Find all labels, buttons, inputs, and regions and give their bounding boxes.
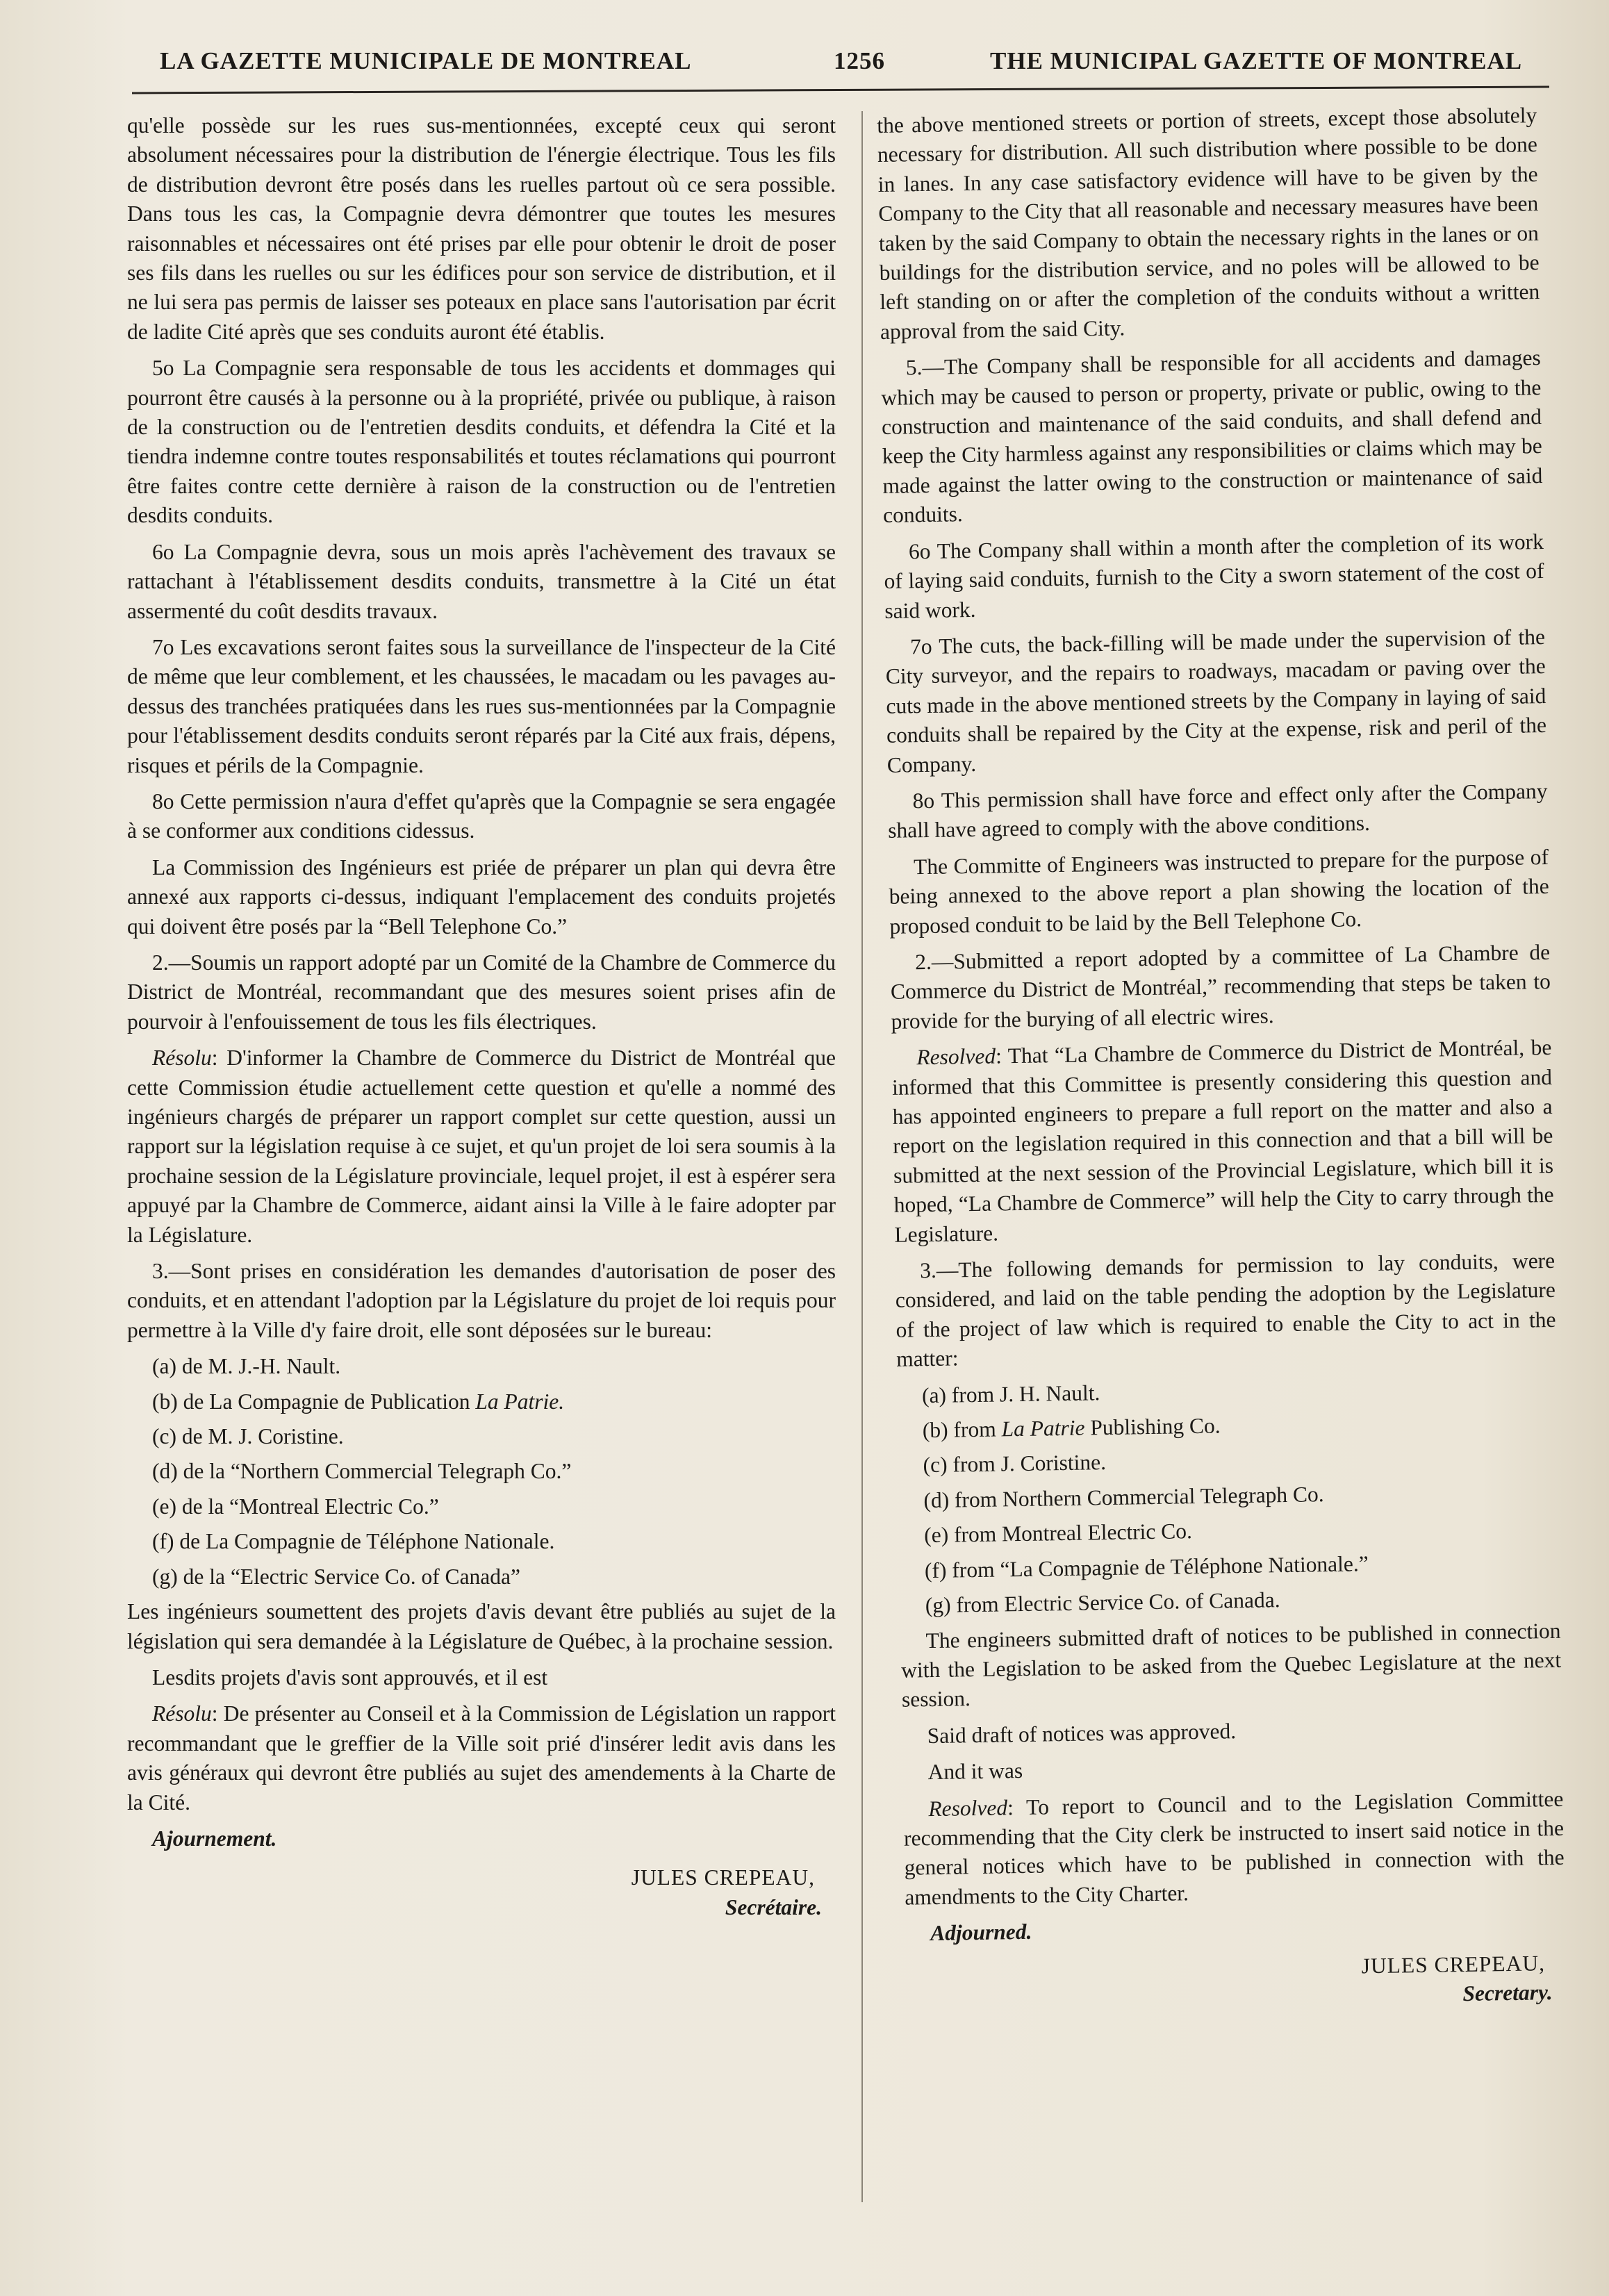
en-paragraph-11: Said draft of notices was approved. [927,1718,1237,1748]
en-paragraph-9: 3.—The following demands for permission to lay conduits, were considered, and laid on the table pending the adoption by the Legislature of the project of law which is required to enable the City to act in the matter: [895,1248,1556,1372]
fr-list-item-g: (g) de la “Electric Service Co. of Canada” [152,1564,520,1589]
fr-paragraph-3: 6o La Compagnie devra, sous un mois après l'achèvement des travaux se rattachant à l'établissement desdits conduits, transmettre à la Cité un état assermenté du coût desdits travaux. [127,539,836,623]
fr-signature-title: Secrétaire. [725,1894,822,1919]
page-number: 1256 [834,47,885,74]
en-list-item-f: (f) from “La Compagnie de Téléphone Nationale.” [924,1551,1369,1583]
en-list-item-b [898,1406,1558,1446]
en-list-item-a: (a) from J. H. Nault. [921,1380,1100,1407]
en-resolved-label-1: Resolved [916,1043,996,1070]
fr-list-item-d: (d) de la “Northern Commercial Telegraph Co.” [152,1459,572,1484]
fr-adjournment: Ajournement. [152,1826,277,1851]
column-divider [861,111,863,2202]
en-list-item-c: (c) from J. Coristine. [923,1450,1107,1478]
header-english-title: THE MUNICIPAL GAZETTE OF MONTREAL [990,47,1523,74]
french-column [127,111,836,1922]
en-paragraph-2: 5.—The Company shall be responsible for all accidents and damages which may be caused to person or property, private or public, owing to the construction and maintenance of the said conduits, and shall defend and keep the City harmless against any responsibilities or claims which may be made against the latter owing to the construction or maintenance of said conduits. [881,345,1543,528]
en-paragraph-3: 6o The Company shall within a month after the completion of its work of laying said conduits, furnish to the City a sworn statement of the cost of said work. [884,529,1544,623]
en-paragraph-4: 7o The cuts, the back-filling will be made under the supervision of the City surveyor, and the repairs to roadways, macadam or paving over the cuts made in the above mentioned streets by the Company in laying of said conduits shall be repaired by the City at the expense, risk and peril of the Company. [885,624,1547,777]
fr-paragraph-11: Lesdits projets d'avis sont approuvés, et il est [152,1665,548,1690]
header-rule [132,86,1549,94]
header-french-title: LA GAZETTE MUNICIPALE DE MONTREAL [160,47,692,74]
en-paragraph-13 [903,1784,1565,1913]
en-item-b-post: Publishing Co. [1084,1413,1221,1440]
fr-paragraph-7: 2.—Soumis un rapport adopté par un Comité de la Chambre de Commerce du District de Montréal, recommandant que des mesures soient prises afin de pourvoir à l'enfouissement de tous les fils électriques. [127,950,836,1034]
fr-list-item-e: (e) de la “Montreal Electric Co.” [152,1494,439,1519]
en-paragraph-1: the above mentioned streets or portion of streets, except those absolutely necessary for distribution. All such distribution where possible to be done in lanes. In any case satisfactory evidence will have to be given by the Company to the City that all reasonable and necessary measures have been taken by the said Company to obtain the necessary rights in the lanes or on buildings for the distribution service, and no poles will be allowed to be left standing on or after the completion of the conduits without a written approval from the said City. [877,103,1540,344]
fr-item-b-italic: La Patrie. [475,1389,565,1414]
fr-resolution-2: : De présenter au Conseil et à la Commission de Législation un rapport recommandant que le greffier de la Ville soit prié d'insérer ledit avis dans les avis généraux qui devront être publiés au sujet des amendements à la Charte de la Cité. [127,1701,836,1815]
en-list-item-g: (g) from Electric Service Co. of Canada. [925,1587,1280,1618]
en-resolution-1: : That “La Chambre de Commerce du District de Montréal, be informed that this Committee is presently considering this question and has appointed engineers to prepare a full report on the matter and also a report on the legislation required in this connection and that a bill will be submitted at the next session of the Provincial Legislature, which bill it is hoped, “La Chambre de Commerce” will help the City to carry through the Legislature. [891,1035,1554,1247]
fr-paragraph-5: 8o Cette permission n'aura d'effet qu'après que la Compagnie se sera engagée à se conformer aux conditions cidessus. [127,788,836,843]
en-adjournment: Adjourned. [930,1919,1032,1946]
fr-paragraph-1: qu'elle possède sur les rues sus-mentionnées, excepté ceux qui seront absolument nécessaires pour la distribution de l'énergie électrique. Tous les fils de distribution devront être posés dans les ruelles partout où ce sera possible. Dans tous les cas, la Compagnie devra démontrer que toutes les mesures raisonnables et nécessaires ont été prises par elle pour obtenir le droit de poser ses fils dans les ruelles ou sur les édifices pour son service de distribution, et il ne lui sera pas permis de laisser ses poteaux en place sans l'autorisation par écrit de ladite Cité après que ses conduits auront été établis. [127,113,836,344]
en-item-b-pre: (b) from [922,1417,1002,1443]
fr-item-b-text: (b) de La Compagnie de Publication [152,1389,476,1414]
en-paragraph-5: 8o This permission shall have force and effect only after the Company shall have agreed to comply with the above conditions. [887,778,1548,843]
en-signature-title: Secretary. [1462,1980,1553,2006]
fr-paragraph-9: 3.—Sont prises en considération les demandes d'autorisation de poser des conduits, et en attendant l'adoption par la Législature du projet de loi requis pour permettre à la Ville d'y faire droit, elle sont déposées sur le bureau: [127,1259,836,1342]
fr-list-item-b [127,1387,836,1417]
fr-list-item-f: (f) de La Compagnie de Téléphone Nationale. [152,1529,555,1554]
en-paragraph-7: 2.—Submitted a report adopted by a committee of La Chambre de Commerce du District de Montréal,” recommending that steps be taken to provide for the burying of all electric wires. [890,939,1551,1034]
en-paragraph-8 [891,1033,1555,1250]
en-list-item-e: (e) from Montreal Electric Co. [923,1519,1193,1548]
en-paragraph-12: And it was [927,1758,1023,1785]
en-list-item-d: (d) from Northern Commercial Telegraph Co. [923,1482,1324,1513]
fr-paragraph-12 [127,1699,836,1817]
fr-resolu-label-1: Résolu [152,1046,212,1071]
en-paragraph-10: The engineers submitted draft of notices to be published in connection with the Legislation to be asked from the Quebec Legislature at the next session. [900,1618,1562,1712]
fr-resolu-label-2: Résolu [152,1701,212,1726]
english-column [877,101,1567,2017]
en-paragraph-6: The Committe of Engineers was instructed to prepare for the purpose of being annexed to the above report a plan showing the location of the proposed conduit to be laid by the Bell Telephone Co. [889,844,1549,939]
fr-resolution-1: : D'informer la Chambre de Commerce du District de Montréal que cette Commission étudie actuellement cette question et qu'elle a nommé des ingénieurs chargés de préparer un rapport complet sur cette question, aussi un rapport sur la législation requise à ce sujet, et qu'un projet de loi sera soumis à la prochaine session de la Législature provinciale, lequel projet, il est à espérer sera appuyé par la Chambre de Commerce, aidant ainsi la Ville à le faire adopter par la Législature. [127,1046,836,1247]
en-resolved-label-2: Resolved [928,1794,1008,1821]
fr-paragraph-8 [127,1043,836,1250]
fr-signature-name: JULES CREPEAU, [631,1865,815,1890]
fr-paragraph-6: La Commission des Ingénieurs est priée de préparer un plan qui devra être annexé aux rapports ci-dessus, indiquant l'emplacement des conduits projetés qui doivent être posés par la “Bell Telephone Co.” [127,854,836,939]
fr-paragraph-4: 7o Les excavations seront faites sous la surveillance de l'inspecteur de la Cité de même que leur comblement, et les chaussées, le macadam ou les pavages au-dessus des tranchées pratiquées dans les rues sus-mentionnées par la Compagnie pour l'établissement desdits conduits seront réparés par la Cité aux frais, dépens, risques et périls de la Compagnie. [127,634,836,777]
page-header [118,43,1556,85]
en-resolution-2: : To report to Council and to the Legislation Committee recommending that the City clerk be instructed to insert said notice in the general notices which have to be published in connection with the amendments to the City Charter. [903,1786,1565,1910]
en-signature-name: JULES CREPEAU, [1361,1950,1546,1978]
fr-list-item-a: (a) de M. J.-H. Nault. [152,1354,341,1379]
fr-paragraph-10: Les ingénieurs soumettent des projets d'avis devant être publiés au sujet de la législation qui sera demandée à la Législature de Québec, à la prochaine session. [127,1599,836,1653]
fr-paragraph-2: 5o La Compagnie sera responsable de tous les accidents et dommages qui pourront être causés à la personne ou à la propriété, privée ou publique, à raison de la construction ou de l'entretien desdits conduits, et défendra la Cité et la tiendra indemne contre toutes responsabilités et toutes réclamations qui pourront être faites contre cette dernière à raison de la construction ou de l'entretien desdits conduits. [127,356,836,528]
fr-list-item-c: (c) de M. J. Coristine. [152,1424,344,1449]
en-item-b-italic: La Patrie [1001,1415,1085,1442]
